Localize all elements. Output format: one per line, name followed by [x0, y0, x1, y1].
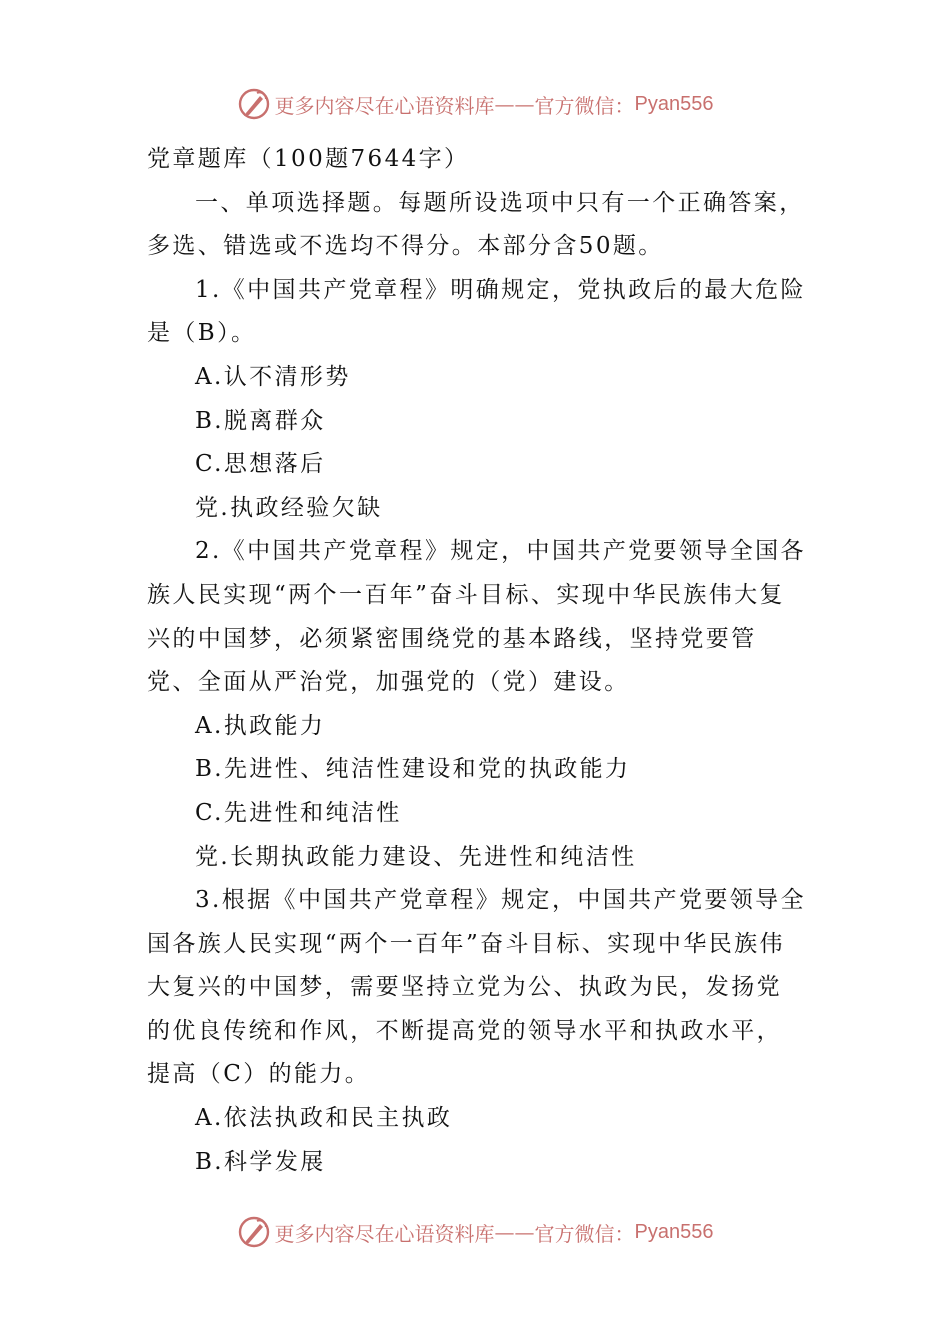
document-body [147, 138, 807, 1184]
answer-option: C.先进性和纯洁性 [195, 799, 402, 826]
answer-option: A.依法执政和民主执政 [195, 1105, 453, 1132]
watermark-banner-bottom [0, 1212, 950, 1252]
answer-option: A.执政能力 [195, 712, 326, 739]
watermark-wechat: Pyan556 [634, 92, 714, 115]
question-stem: 2.《中国共产党章程》规定，中国共产党要领导全国各族人民实现“两个一百年”奋斗目标、实现中华民族伟大复兴的中国梦，必须紧密围绕党的基本路线，坚持党要管党、全面从严治党，加强党的（党）建设。 [147, 538, 806, 696]
answer-option: C.思想落后 [195, 451, 326, 478]
pen-logo-icon [237, 87, 271, 121]
document-title: 党章题库（100题7644字） [147, 146, 470, 172]
watermark-wechat: Pyan556 [634, 1220, 714, 1243]
watermark-site: 更多内容尽在心语资料库 [274, 1221, 495, 1246]
section-intro: 一、单项选择题。每题所设选项中只有一个正确答案，多选、错选或不选均不得分。本部分含50题。 [147, 189, 805, 260]
answer-option: 党.长期执政能力建设、先进性和纯洁性 [195, 843, 637, 870]
answer-option: A.认不清形势 [195, 363, 351, 390]
question-stem: 1.《中国共产党章程》明确规定，党执政后的最大危险是（B）。 [147, 276, 806, 347]
watermark-label: 官方微信： [534, 1221, 635, 1246]
watermark-dash: —— [494, 92, 535, 116]
answer-option: B.科学发展 [195, 1148, 326, 1175]
watermark-banner-top [0, 84, 950, 124]
watermark-dash: —— [494, 1220, 535, 1244]
answer-option: B.先进性、纯洁性建设和党的执政能力 [195, 756, 631, 783]
pen-logo-icon [237, 1215, 271, 1249]
question-stem: 3.根据《中国共产党章程》规定，中国共产党要领导全国各族人民实现“两个一百年”奋斗目标、实现中华民族伟大复兴的中国梦，需要坚持立党为公、执政为民，发扬党的优良传统和作风，不断提高党的领导水平和执政水平，提高（C）的能力。 [147, 887, 806, 1088]
watermark-label: 官方微信： [534, 93, 635, 118]
answer-option: 党.执政经验欠缺 [195, 494, 383, 521]
watermark-site: 更多内容尽在心语资料库 [274, 93, 495, 118]
answer-option: B.脱离群众 [195, 407, 326, 434]
